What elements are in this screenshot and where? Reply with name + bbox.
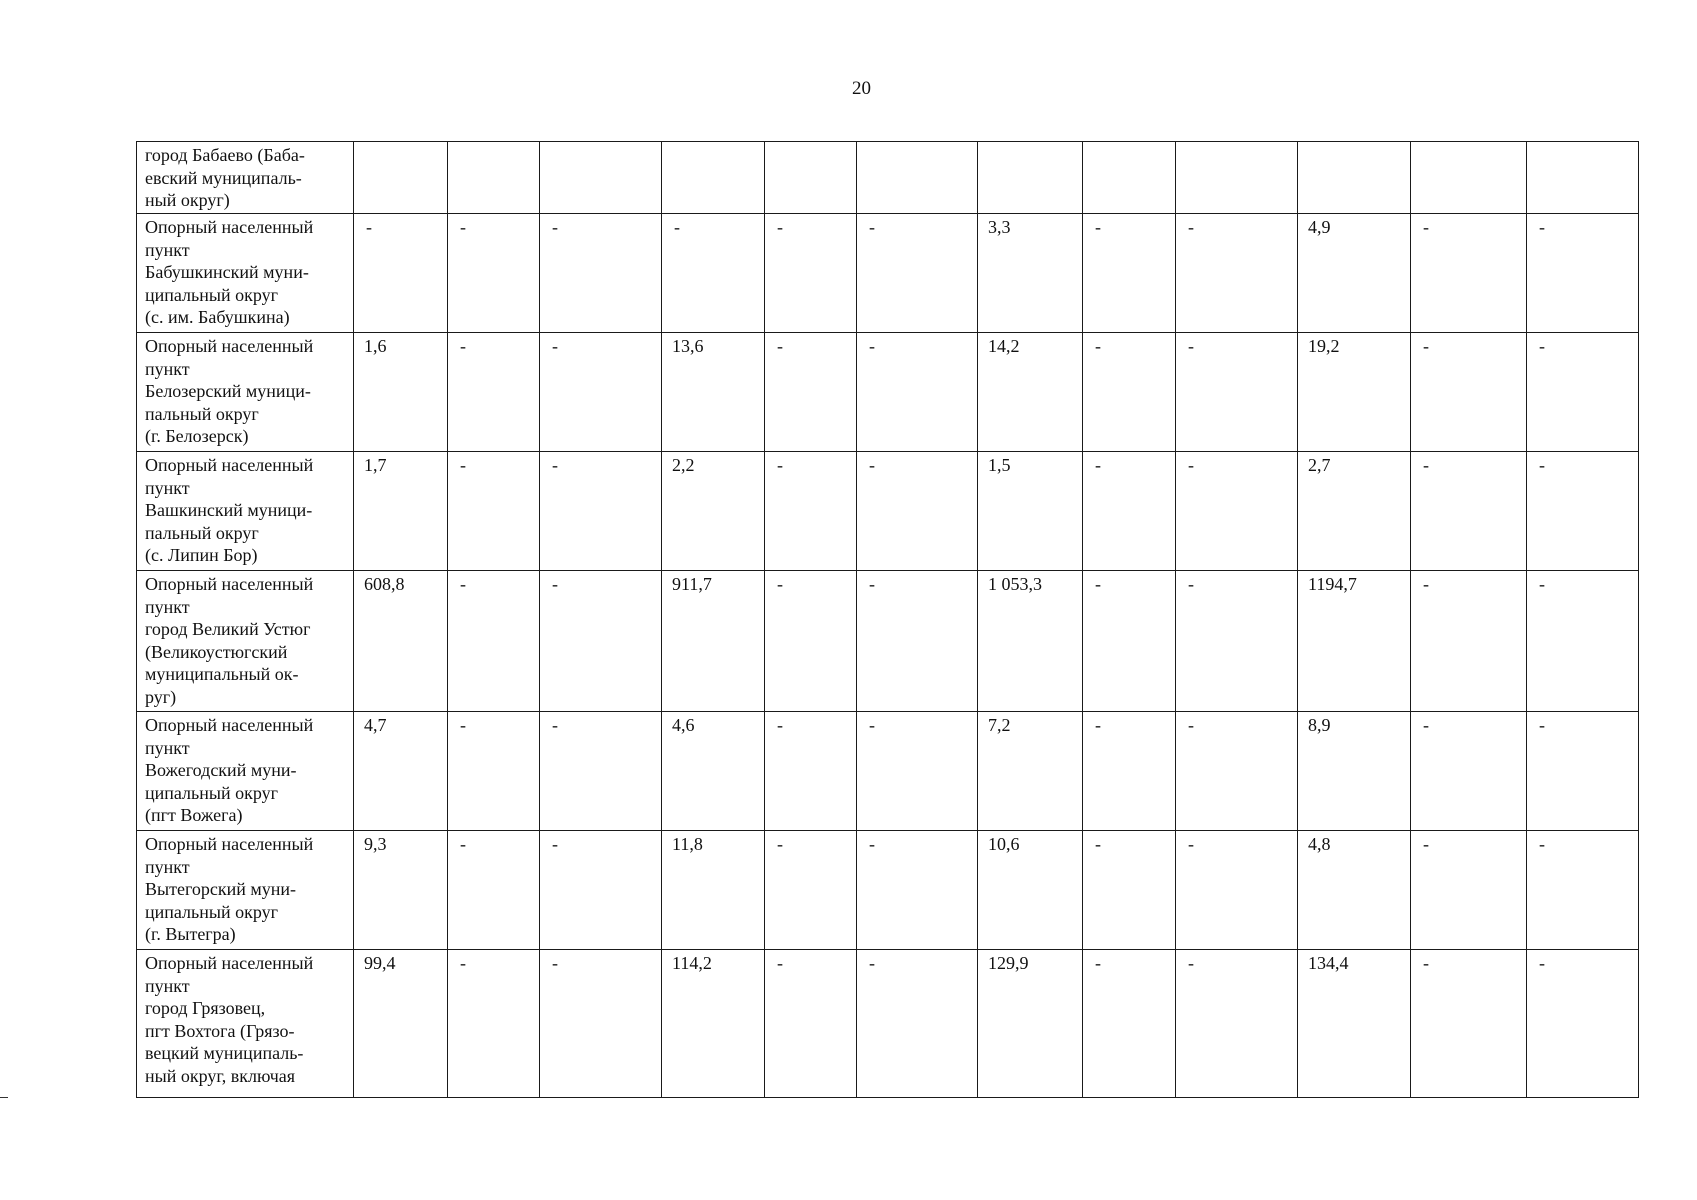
table-row [137,214,1639,333]
value-cell: - [540,950,662,1098]
row-name-line: пункт [145,856,190,877]
value-cell: - [448,950,540,1098]
scan-edge-mark [0,1097,8,1098]
row-name-line: Бабушкинский муни- [145,262,309,282]
value-cell: - [1527,571,1639,712]
value-cell: - [448,452,540,571]
table-row [137,571,1639,712]
value-cell: - [765,214,857,333]
table-row [137,452,1639,571]
value-cell: - [1411,571,1527,712]
value-cell [662,142,765,214]
row-name-cell [137,214,354,333]
value-cell: - [765,333,857,452]
row-name-cell [137,571,354,712]
value-cell: 19,2 [1298,333,1411,452]
value-cell: 608,8 [354,571,448,712]
value-cell: - [1411,712,1527,831]
value-cell [978,142,1083,214]
data-table [136,141,1639,1098]
row-name-line: пункт [145,737,190,758]
row-name-line: Опорный населенный [145,455,314,475]
row-name-line: Опорный населенный [145,574,314,594]
value-cell: - [540,214,662,333]
row-name-cell [137,712,354,831]
value-cell: - [1411,452,1527,571]
value-cell: - [765,950,857,1098]
value-cell: - [857,712,978,831]
value-cell: - [1527,831,1639,950]
table-row [137,712,1639,831]
value-cell: - [765,831,857,950]
value-cell: 1194,7 [1298,571,1411,712]
value-cell: 1,7 [354,452,448,571]
row-name-line: (г. Белозерск) [145,426,249,446]
row-name-line: пункт [145,477,190,498]
table-row [137,831,1639,950]
row-name-line: Вожегодский муни- [145,760,297,780]
table-row [137,950,1639,1098]
row-name-line: город Бабаево (Баба- [145,145,305,165]
value-cell: - [1176,452,1298,571]
value-cell: - [448,333,540,452]
value-cell: - [1411,831,1527,950]
row-name-line: пункт [145,358,190,379]
table-row [137,333,1639,452]
table-body [137,142,1639,1098]
value-cell: - [765,571,857,712]
row-name-line: Вашкинский муници- [145,500,313,520]
row-name-line: Опорный населенный [145,336,314,356]
value-cell: - [857,950,978,1098]
value-cell: 1,5 [978,452,1083,571]
value-cell: 1,6 [354,333,448,452]
value-cell: - [354,214,448,333]
row-name-line: пальный округ [145,403,259,424]
value-cell: 2,2 [662,452,765,571]
row-name-line: ципальный округ [145,284,278,305]
value-cell: - [1083,214,1176,333]
value-cell [354,142,448,214]
value-cell [765,142,857,214]
value-cell: - [1411,333,1527,452]
value-cell: 4,7 [354,712,448,831]
row-name-line: пгт Вохтога (Грязо- [145,1020,295,1041]
value-cell [540,142,662,214]
value-cell: - [857,452,978,571]
value-cell: 13,6 [662,333,765,452]
value-cell: 11,8 [662,831,765,950]
value-cell: 1 053,3 [978,571,1083,712]
value-cell: - [857,571,978,712]
row-name-line: Опорный населенный [145,217,314,237]
row-name-line: ный округ, включая [145,1065,296,1086]
value-cell: - [1176,333,1298,452]
value-cell: - [448,571,540,712]
value-cell: 129,9 [978,950,1083,1098]
row-name-cell [137,831,354,950]
value-cell [857,142,978,214]
row-name-line: город Грязовец, [145,998,266,1018]
value-cell: 4,6 [662,712,765,831]
value-cell: - [1176,571,1298,712]
row-name-line: город Великий Устюг [145,619,311,639]
row-name-cell [137,142,354,214]
value-cell: 3,3 [978,214,1083,333]
value-cell [1176,142,1298,214]
value-cell: 9,3 [354,831,448,950]
row-name-line: Вытегорский муни- [145,879,297,899]
page-number: 20 [852,78,871,99]
value-cell: - [1527,452,1639,571]
row-name-line: Опорный населенный [145,715,314,735]
row-name-line: ципальный округ [145,782,278,803]
row-name-line: вецкий муниципаль- [145,1043,304,1063]
row-name-line: Белозерский муници- [145,381,311,401]
value-cell [1411,142,1527,214]
row-name-line: (г. Вытегра) [145,924,236,944]
value-cell: - [1176,214,1298,333]
row-name-line: пункт [145,596,190,617]
row-name-line: пальный округ [145,522,259,543]
row-name-line: пункт [145,239,190,260]
value-cell: - [1083,831,1176,950]
value-cell: - [540,571,662,712]
value-cell: - [765,452,857,571]
row-name-line: ципальный округ [145,901,278,922]
value-cell: - [1083,950,1176,1098]
row-name-cell [137,950,354,1098]
value-cell: - [1083,452,1176,571]
value-cell: 10,6 [978,831,1083,950]
value-cell: 14,2 [978,333,1083,452]
value-cell: - [1411,214,1527,333]
value-cell: - [1083,712,1176,831]
value-cell: - [1083,571,1176,712]
value-cell [1527,142,1639,214]
value-cell: 911,7 [662,571,765,712]
value-cell: 7,2 [978,712,1083,831]
value-cell: 8,9 [1298,712,1411,831]
row-name-line: муниципальный ок- [145,664,299,684]
row-name-line: руг) [145,686,177,707]
value-cell: 4,8 [1298,831,1411,950]
value-cell: - [1527,214,1639,333]
value-cell: - [1176,831,1298,950]
row-name-line: (Великоустюгский [145,641,288,662]
value-cell: - [662,214,765,333]
value-cell: - [1527,712,1639,831]
value-cell: 99,4 [354,950,448,1098]
value-cell: - [1527,333,1639,452]
row-name-line: Опорный населенный [145,834,314,854]
value-cell: 4,9 [1298,214,1411,333]
value-cell [448,142,540,214]
value-cell [1298,142,1411,214]
value-cell: - [857,831,978,950]
value-cell: - [540,333,662,452]
value-cell: - [1176,712,1298,831]
value-cell: - [448,214,540,333]
row-name-line: (с. Липин Бор) [145,545,258,565]
value-cell: 134,4 [1298,950,1411,1098]
row-name-line: пункт [145,975,190,996]
value-cell: - [1527,950,1639,1098]
value-cell: - [857,333,978,452]
row-name-cell [137,333,354,452]
value-cell: - [448,831,540,950]
row-name-cell [137,452,354,571]
value-cell: - [540,452,662,571]
value-cell: - [765,712,857,831]
value-cell: 2,7 [1298,452,1411,571]
table-row [137,142,1639,214]
value-cell: - [540,831,662,950]
row-name-line: евский муниципаль- [145,167,302,188]
value-cell: - [1083,333,1176,452]
value-cell: - [448,712,540,831]
row-name-line: Опорный населенный [145,953,314,973]
value-cell: - [1411,950,1527,1098]
value-cell: - [1176,950,1298,1098]
value-cell: - [540,712,662,831]
value-cell: - [857,214,978,333]
row-name-line: ный округ) [145,190,230,210]
value-cell [1083,142,1176,214]
value-cell: 114,2 [662,950,765,1098]
row-name-line: (пгт Вожега) [145,805,243,825]
row-name-line: (с. им. Бабушкина) [145,307,290,327]
